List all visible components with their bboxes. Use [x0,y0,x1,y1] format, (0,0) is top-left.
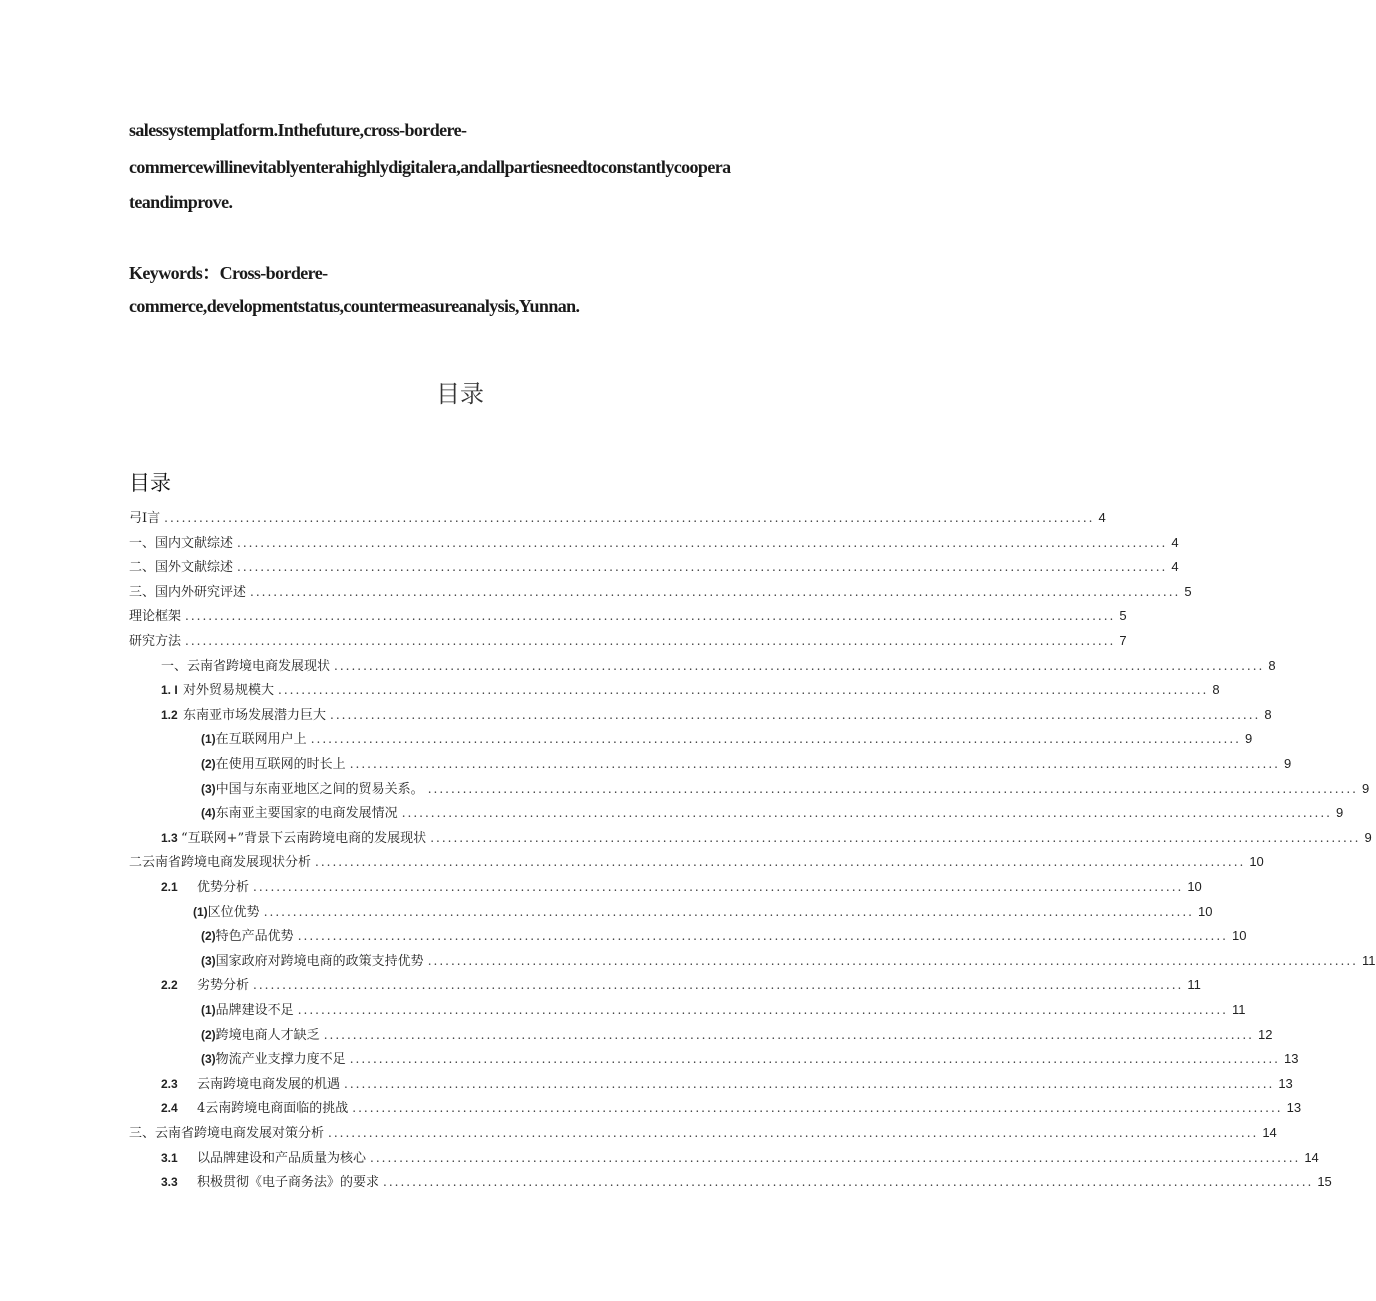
toc-entry-number: 2.4 [161,1101,178,1116]
toc-entry-number: 2.1 [161,880,178,894]
toc-leader-dots: ................................................................................................................................................................ [430,830,1361,845]
toc-leader-dots: ................................................................................................................................................................ [164,511,1095,525]
toc-entry-number: (4) [201,806,216,821]
toc-entry-title: 三、云南省跨境电商发展对策分析 [129,1126,325,1141]
toc-entry-page: 4 [1098,510,1106,525]
toc-leader-dots: ................................................................................................................................................................ [185,609,1116,624]
toc-leader-dots: ................................................................................................................................................................ [427,953,1358,968]
toc-entry-title: 跨境电商人才缺乏 [215,1027,320,1043]
toc-entry-title: 弓I言 [129,511,161,526]
toc-leader-dots: ................................................................................................................................................................ [237,560,1168,575]
toc-entry[interactable] [201,728,1253,750]
toc-entry-title: “互联网+”背景下云南跨境电商的发展现状 [181,830,427,846]
toc-entry[interactable] [129,556,1179,578]
toc-entry-title: 劣势分析 [197,978,250,994]
toc-entry-page: 13 [1284,1051,1299,1067]
toc-entry-title: 物流产业支撑力度不足 [215,1052,346,1068]
toc-entry[interactable] [129,630,1127,652]
toc-entry-page: 15 [1317,1174,1332,1190]
toc-entry[interactable] [161,974,1201,996]
toc-entry-page: 9 [1364,829,1372,845]
toc-leader-dots: ................................................................................................................................................................ [334,658,1265,673]
toc-entry-number: 3.3 [161,1175,178,1190]
toc-leader-dots: ................................................................................................................................................................ [310,732,1241,747]
toc-entry[interactable] [201,925,1247,947]
toc-entry-title: 区位优势 [207,904,260,920]
toc-entry-number: (1) [193,904,208,919]
toc-entry-number: (1) [201,1003,216,1017]
toc-entry-number: (1) [201,732,216,747]
toc-entry[interactable] [161,704,1272,726]
toc-entry-page: 10 [1198,903,1213,919]
toc-entry[interactable] [161,1147,1319,1169]
abstract-line-1: salessystemplatform.Inthefuture,cross-bordere- [129,120,467,140]
toc-entry-page: 9 [1245,731,1253,747]
toc-entry-title: 以品牌建设和产品质量为核心 [197,1150,367,1166]
toc-entry[interactable] [161,827,1372,849]
toc-leader-dots: ................................................................................................................................................................ [278,683,1209,698]
toc-leader-dots: ................................................................................................................................................................ [330,707,1261,722]
toc-leader-dots: ................................................................................................................................................................ [297,1003,1228,1017]
toc-leader-dots: ................................................................................................................................................................ [427,781,1358,796]
toc-entry-title: 东南亚主要国家的电商发展情况 [215,806,398,822]
toc-entry-page: 8 [1264,706,1272,722]
toc-heading: 目录 [129,471,171,495]
toc-entry[interactable] [201,999,1246,1021]
toc-leader-dots: ................................................................................................................................................................ [237,535,1168,550]
toc-entry-number: (2) [201,757,216,771]
toc-entry-number: 1.2 [161,707,178,722]
toc-leader-dots: ................................................................................................................................................................ [297,929,1228,944]
toc-entry-title: 积极贯彻《电子商务法》的要求 [197,1175,380,1191]
keywords-text-1: Cross-bordere- [219,263,328,283]
toc-entry[interactable] [201,778,1370,800]
toc-entry-page: 10 [1187,879,1202,894]
keywords-label: Keywords： [129,263,220,283]
keywords-line-1 [129,259,328,285]
toc-entry[interactable] [201,950,1376,972]
toc-entry-number: 2.2 [161,978,178,993]
toc-leader-dots: ................................................................................................................................................................ [250,584,1181,599]
toc-entry-page: 9 [1336,805,1344,821]
keywords-line-2: commerce,developmentstatus,countermeasureanalysis,Yunnan. [129,296,580,316]
toc-leader-dots: ................................................................................................................................................................ [263,904,1194,919]
abstract-line-3: teandimprove. [129,192,233,212]
toc-entry-title: 在互联网用户上 [215,732,307,748]
toc-leader-dots: ................................................................................................................................................................ [370,1150,1301,1165]
toc-entry[interactable] [201,1048,1299,1070]
toc-entry-page: 11 [1362,952,1376,968]
toc-leader-dots: ................................................................................................................................................................ [352,1101,1283,1116]
toc-entry-number: (3) [201,781,216,796]
toc-leader-dots: ................................................................................................................................................................ [349,757,1280,771]
toc-entry[interactable] [129,851,1264,873]
toc-entry-title: 二、国外文献综述 [129,560,234,576]
toc-entry[interactable] [161,1097,1302,1119]
toc-entry-title: 一、国内文献综述 [129,535,234,551]
toc-leader-dots: ................................................................................................................................................................ [383,1175,1314,1190]
toc-entry-title: 云南跨境电商发展的机遇 [197,1076,341,1092]
toc-entry-title: 特色产品优势 [215,929,294,945]
toc-entry[interactable] [129,507,1106,529]
toc-entry-page: 14 [1262,1125,1277,1140]
toc-entry-number: (3) [201,953,216,968]
toc-leader-dots: ................................................................................................................................................................ [185,634,1116,648]
toc-entry-title: 对外贸易规模大 [183,683,275,699]
toc-entry-page: 8 [1268,657,1276,673]
toc-entry-page: 11 [1232,1002,1246,1017]
toc-entry-page: 14 [1304,1149,1319,1165]
toc-entry[interactable] [201,802,1344,824]
toc-entry-page: 10 [1249,854,1264,870]
toc-entry-title: 中国与东南亚地区之间的贸易关系。 [215,781,424,797]
toc-entry-title: 研究方法 [129,634,182,649]
toc-leader-dots: ................................................................................................................................................................ [401,806,1332,821]
toc-entry-number: (2) [201,929,216,944]
toc-leader-dots: ................................................................................................................................................................ [253,880,1184,894]
toc-entry-page: 10 [1232,928,1247,944]
toc-entry[interactable] [129,1122,1277,1144]
toc-entry[interactable] [129,605,1127,627]
toc-entry[interactable] [129,532,1179,554]
toc-entry[interactable] [201,1024,1273,1046]
toc-entry-title: 二云南省跨境电商发展现状分析 [129,855,312,871]
toc-entry-title: 优势分析 [197,880,250,895]
toc-entry-page: 5 [1119,608,1127,624]
abstract-line-2: commercewillinevitablyenterahighlydigitalera,andallpartiesneedtoconstantlycoopera [129,157,731,177]
toc-leader-dots: ................................................................................................................................................................ [328,1126,1259,1140]
toc-entry-title: 三、国内外研究评述 [129,584,247,600]
toc-entry-page: 4 [1171,534,1179,550]
toc-leader-dots: ................................................................................................................................................................ [344,1076,1275,1091]
toc-entry-page: 12 [1258,1026,1273,1042]
toc-entry-number: 1. I [161,683,178,698]
toc-entry-page: 13 [1286,1100,1302,1116]
toc-entry[interactable] [161,1171,1332,1193]
page-title: 目录 [436,380,484,408]
toc-leader-dots: ................................................................................................................................................................ [253,978,1184,993]
toc-entry[interactable] [161,1073,1293,1095]
toc-entry-title: 在使用互联网的时长上 [215,757,346,772]
toc-entry-page: 11 [1187,977,1201,993]
toc-entry-title: 理论框架 [129,609,182,625]
toc-entry-page: 9 [1362,780,1370,796]
toc-entry-number: (3) [201,1052,216,1067]
toc-entry-page: 13 [1278,1075,1293,1091]
toc-leader-dots: ................................................................................................................................................................ [323,1027,1254,1042]
toc-leader-dots: ................................................................................................................................................................ [349,1052,1280,1067]
toc-entry[interactable] [129,581,1192,603]
toc-entry-title: 品牌建设不足 [215,1003,294,1018]
toc-entry-number: 1.3 [161,830,178,845]
toc-entry-number: (2) [201,1027,216,1042]
toc-entry-title: 一、云南省跨境电商发展现状 [161,658,331,674]
toc-entry-page: 4 [1171,559,1179,575]
toc-entry-title: 4云南跨境电商面临的挑战 [197,1101,349,1117]
toc-entry-number: 3.1 [161,1150,178,1165]
toc-entry-number: 2.3 [161,1076,178,1091]
toc-entry[interactable] [193,901,1213,923]
toc-entry[interactable] [161,876,1202,898]
toc-entry[interactable] [161,655,1276,677]
toc-entry-page: 5 [1184,583,1192,599]
toc-entry-title: 东南亚市场发展潜力巨大 [183,707,327,723]
toc-entry-title: 国家政府对跨境电商的政策支持优势 [215,953,424,969]
toc-entry-page: 8 [1212,682,1220,698]
toc-entry[interactable] [161,679,1220,701]
toc-entry[interactable] [201,753,1292,775]
toc-leader-dots: ................................................................................................................................................................ [315,855,1246,870]
toc-entry-page: 7 [1119,633,1127,648]
toc-entry-page: 9 [1284,756,1292,771]
